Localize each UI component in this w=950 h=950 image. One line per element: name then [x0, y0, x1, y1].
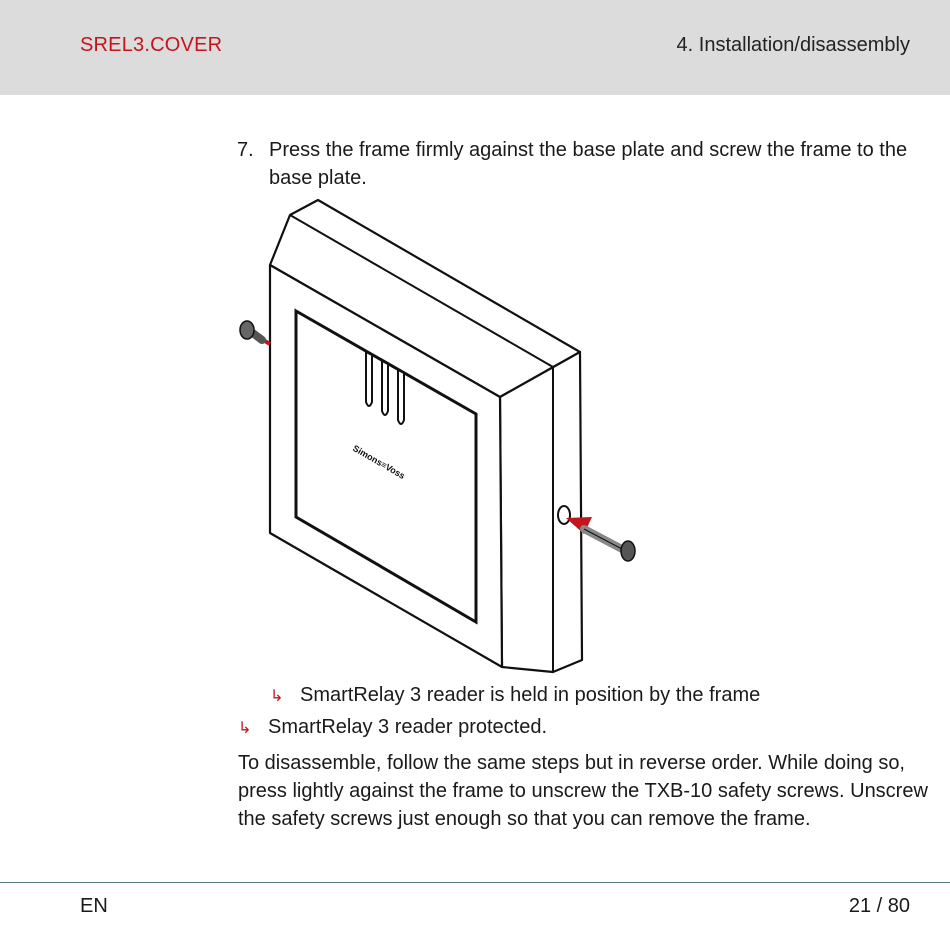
page-header	[0, 0, 950, 95]
instruction-step	[237, 136, 917, 192]
language-label: EN	[80, 895, 108, 917]
result-line-2	[238, 713, 547, 743]
step-number: 7.	[237, 139, 254, 161]
slot-3	[398, 370, 404, 424]
document-id: SREL3.COVER	[80, 34, 223, 56]
page-number: 21 / 80	[848, 895, 910, 917]
brand-logo-text: Simons≡Voss	[351, 443, 407, 482]
result-arrow-icon: ↳	[270, 688, 284, 705]
frame-installation-illustration	[230, 195, 650, 675]
left-screw-icon	[240, 321, 270, 344]
disassembly-paragraph: To disassemble, follow the same steps but in reverse order. While doing so, press lightly against the frame to unscrew the TXB-10 safety screws. Unscrew the safety screws just enough so that you can remove the frame.	[238, 752, 928, 830]
slot-2	[382, 361, 388, 415]
result-line-1	[270, 681, 760, 711]
slot-1	[366, 352, 372, 406]
screw-hole	[558, 506, 570, 524]
right-screw-icon	[584, 529, 635, 561]
result-text-2: SmartRelay 3 reader protected.	[268, 716, 548, 738]
result-arrow-icon: ↳	[238, 720, 252, 737]
step-text: Press the frame firmly against the base plate and screw the frame to the base plate.	[269, 139, 908, 189]
section-title: 4. Installation/disassembly	[676, 34, 910, 56]
footer-divider	[0, 882, 950, 883]
result-text-1: SmartRelay 3 reader is held in position by the frame	[300, 684, 761, 706]
